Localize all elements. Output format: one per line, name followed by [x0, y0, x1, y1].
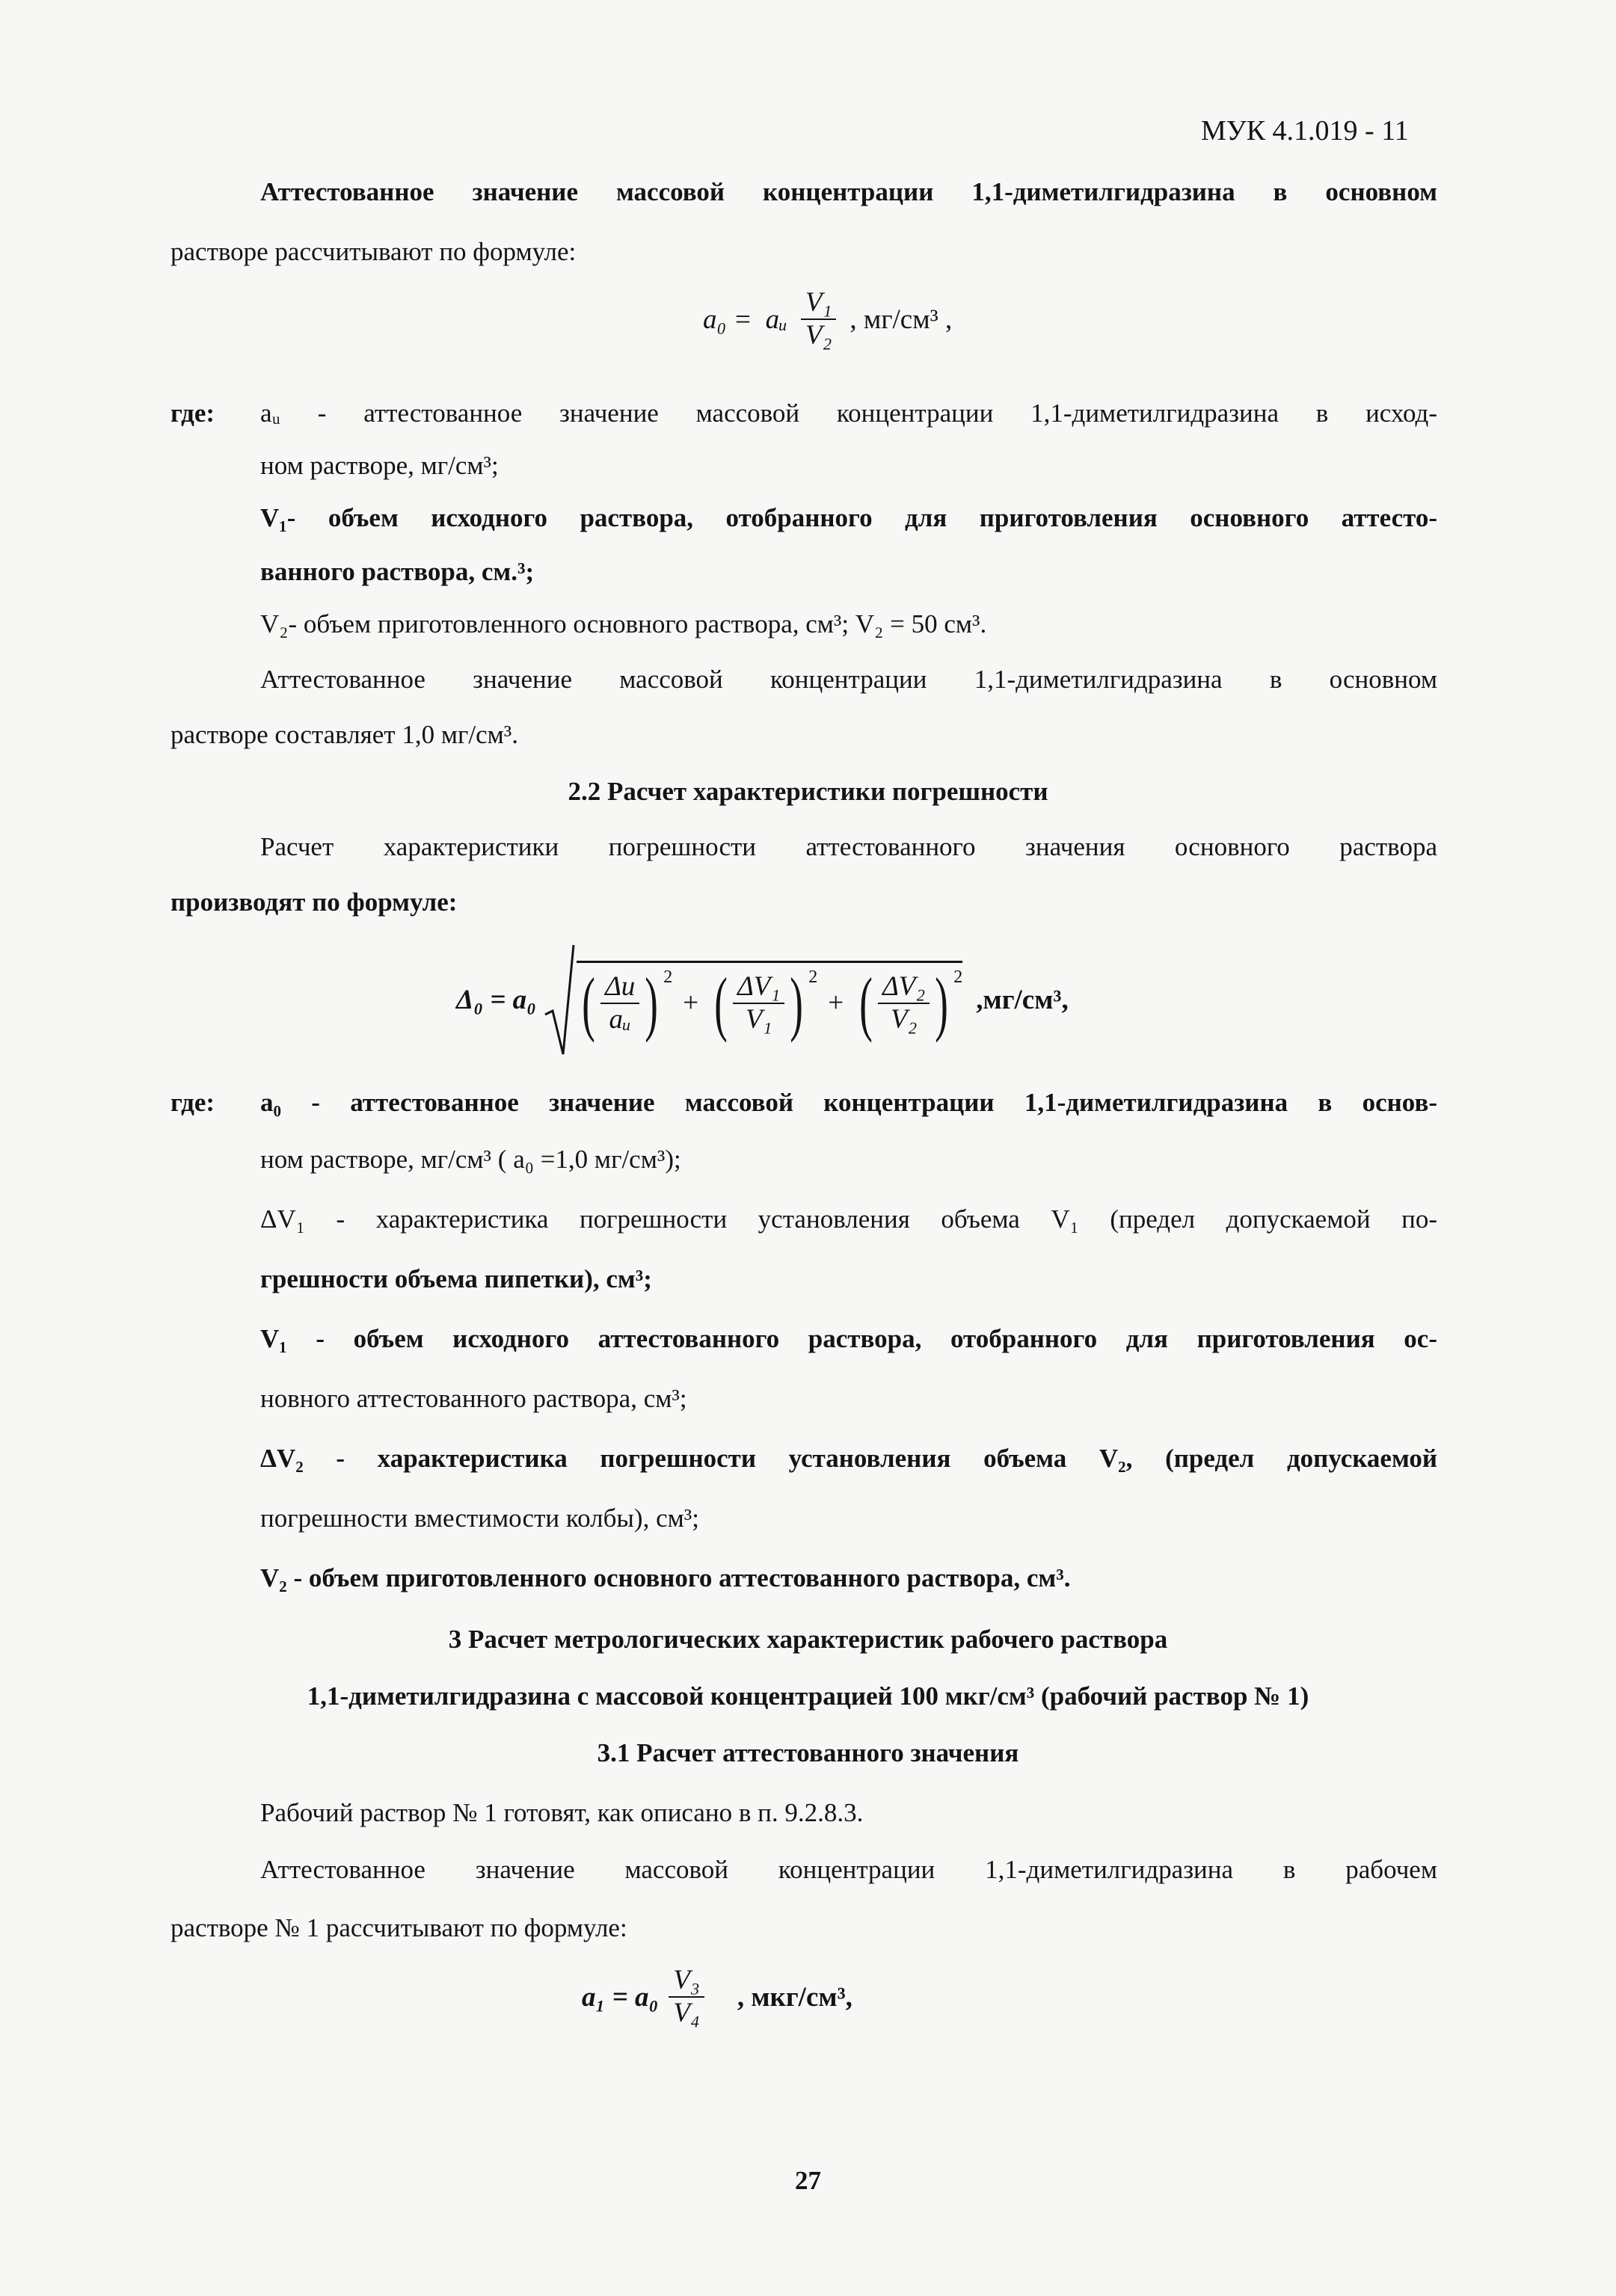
fraction-numerator: ΔV₂	[878, 971, 930, 1004]
formula-unit: ,мг/см³,	[976, 984, 1069, 1015]
fraction-denominator: aᵤ	[609, 1003, 631, 1035]
definition-line: ΔV₁ - характеристика погрешности установления объема V₁ (предел допускаемой по-	[260, 1204, 1437, 1234]
section-heading: 2.2 Расчет характеристики погрешности	[568, 777, 1048, 806]
page-number: 27	[795, 2166, 821, 2195]
where-label: где:	[170, 398, 215, 428]
formula-lhs: Δ₀ = a₀	[456, 984, 537, 1015]
fraction-numerator: ΔV₁	[733, 971, 784, 1004]
fraction-denominator: V₂	[890, 1003, 918, 1035]
formula-fraction	[801, 287, 836, 351]
formula-lhs: a₁ = a₀	[582, 1981, 659, 2013]
definition-line: ванного раствора, см.³;	[260, 557, 535, 586]
formula-fraction	[669, 1965, 704, 2029]
paragraph-line: Аттестованное значение массовой концентрации 1,1-диметилгидразина в рабочем	[260, 1855, 1437, 1884]
paragraph-line: производят по формуле:	[170, 887, 458, 917]
fraction-denominator: V₁	[745, 1003, 772, 1035]
definition-line: aᵤ - аттестованное значение массовой концентрации 1,1-диметилгидразина в исход-	[260, 398, 1437, 428]
definition-line: грешности объема пипетки), см³;	[260, 1264, 652, 1293]
document-code: МУК 4.1.019 - 11	[1201, 115, 1409, 147]
definition-line: погрешности вместимости колбы), см³;	[260, 1504, 699, 1533]
square-root-icon	[544, 944, 575, 1056]
plus-sign: +	[683, 988, 699, 1018]
definition-line: V₂ - объем приготовленного основного аттестованного раствора, см³.	[260, 1563, 1071, 1592]
paragraph-line: растворе составляет 1,0 мг/см³.	[170, 720, 518, 749]
exponent: 2	[663, 967, 673, 987]
plus-sign: +	[828, 988, 844, 1018]
definition-line: новного аттестованного раствора, см³;	[260, 1384, 687, 1413]
radicand: ( $\frac{\Delta u}{\text{aᵤ}}$ ) 2 + ( $\frac{\text{ΔV₁}}{\text{V₁}}$ ) 2 + ( $\frac{\text{ΔV₂}}{\text{V₂}}$ ) 2	[577, 961, 962, 1039]
formula-delta0	[456, 944, 1069, 1056]
formula-factor: aᵤ	[765, 304, 787, 335]
definition-line: V₂- объем приготовленного основного раствора, см³; V₂ = 50 см³.	[260, 609, 987, 638]
exponent: 2	[808, 967, 818, 987]
definition-line: V₁- объем исходного раствора, отобранного для приготовления основного аттесто-	[260, 503, 1437, 532]
formula-unit: , мкг/см³,	[737, 1981, 852, 2013]
definition-line: ΔV₂ - характеристика погрешности установления объема V₂, (предел допускаемой	[260, 1444, 1437, 1473]
formula-a1	[582, 1965, 852, 2029]
definition-line: ном растворе, мг/см³ ( a₀ =1,0 мг/см³);	[260, 1145, 681, 1174]
subsection-heading: 3.1 Расчет аттестованного значения	[597, 1738, 1019, 1767]
paragraph-line: Аттестованное значение массовой концентрации 1,1-диметилгидразина в основном	[260, 665, 1437, 694]
term-3	[878, 971, 930, 1035]
section-heading: 3 Расчет метрологических характеристик рабочего раствора	[448, 1625, 1168, 1654]
formula-lhs: a₀ =	[703, 304, 752, 335]
fraction-numerator: V₃	[669, 1965, 704, 1998]
formula-unit: , мг/см³ ,	[850, 304, 953, 335]
paragraph-line: растворе № 1 рассчитывают по формуле:	[170, 1913, 627, 1942]
section-heading: 1,1-диметилгидразина с массовой концентрацией 100 мкг/см³ (рабочий раствор № 1)	[307, 1681, 1309, 1711]
paragraph-line: Аттестованное значение массовой концентрации 1,1-диметилгидразина в основном	[260, 177, 1437, 206]
fraction-numerator: Δu	[600, 971, 639, 1004]
definition-line: a₀ - аттестованное значение массовой концентрации 1,1-диметилгидразина в основ-	[260, 1088, 1437, 1117]
term-2	[733, 971, 784, 1035]
term-1	[600, 971, 639, 1035]
exponent: 2	[953, 967, 963, 987]
fraction-denominator: V₄	[673, 1998, 700, 2028]
paragraph-line: растворе рассчитывают по формуле:	[170, 237, 577, 266]
fraction-numerator: V₁	[801, 287, 836, 320]
definition-line: ном растворе, мг/см³;	[260, 451, 499, 480]
formula-a0	[703, 287, 952, 351]
definition-line: V₁ - объем исходного аттестованного раствора, отобранного для приготовления ос-	[260, 1324, 1437, 1353]
paragraph-line: Рабочий раствор № 1 готовят, как описано в п. 9.2.8.3.	[260, 1798, 864, 1827]
where-label: где:	[170, 1088, 215, 1117]
paragraph-line: Расчет характеристики погрешности аттестованного значения основного раствора	[260, 832, 1437, 861]
fraction-denominator: V₂	[805, 320, 832, 351]
